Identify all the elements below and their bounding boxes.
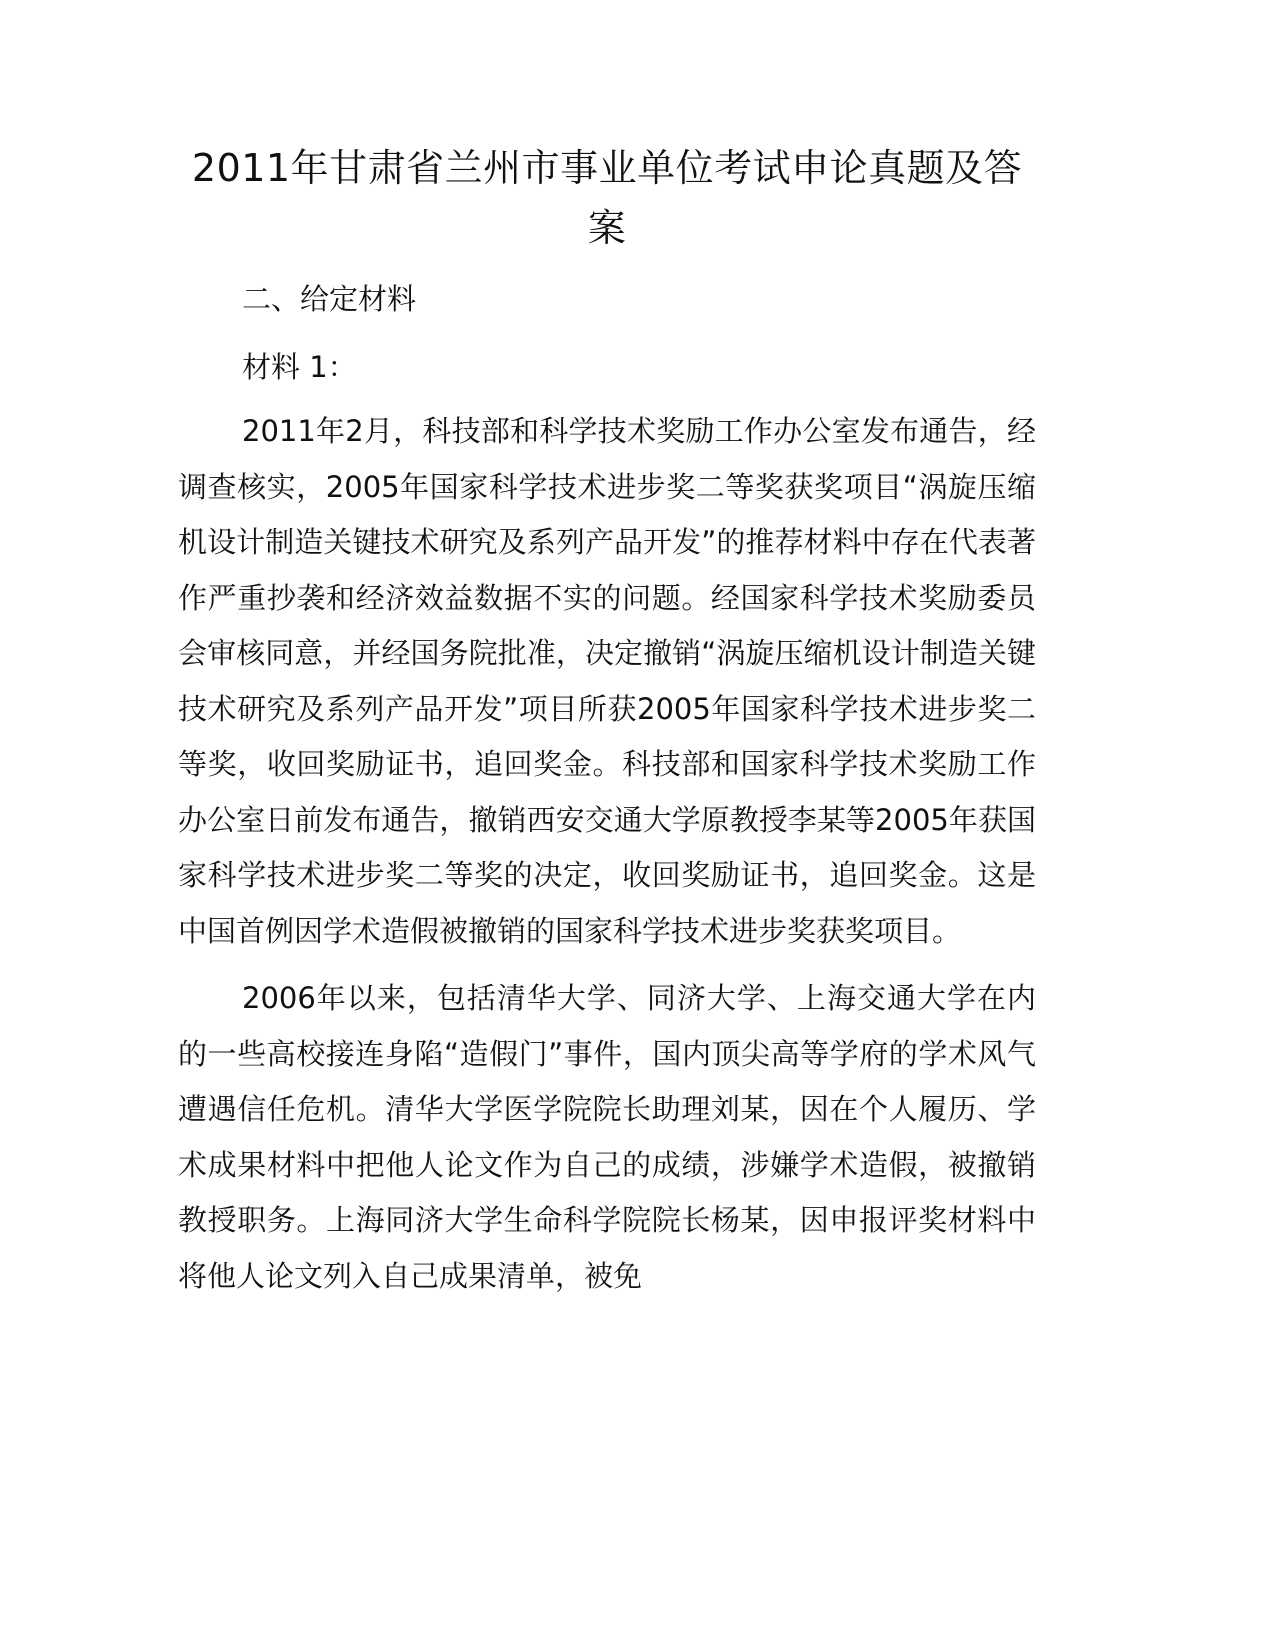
paragraph-2: 2006年以来，包括清华大学、同济大学、上海交通大学在内的一些高校接连身陷“造假门”事件，国内顶尖高等学府的学术风气遭遇信任危机。清华大学医学院院长助理刘某，因在个人履历、学术成果材料中把他人论文作为自己的成绩，涉嫌学术造假，被撤销教授职务。上海同济大学生命科学院院长杨某，因申报评奖材料中将他人论文列入自己成果清单，被免 <box>178 981 1036 1293</box>
document-page <box>178 138 1036 1304</box>
material-label: 材料 1： <box>242 350 357 384</box>
document-title: 2011年甘肃省兰州市事业单位考试申论真题及答案 <box>191 146 1023 250</box>
paragraph-1: 2011年2月，科技部和科学技术奖励工作办公室发布通告，经调查核实，2005年国家科学技术进步奖二等奖获奖项目“涡旋压缩机设计制造关键技术研究及系列产品开发”的推荐材料中存在代表著作严重抄袭和经济效益数据不实的问题。经国家科学技术奖励委员会审核同意，并经国务院批准，决定撤销“涡旋压缩机设计制造关键技术研究及系列产品开发”项目所获2005年国家科学技术进步奖二等奖，收回奖励证书，追回奖金。科技部和国家科学技术奖励工作办公室日前发布通告，撤销西安交通大学原教授李某等2005年获国家科学技术进步奖二等奖的决定，收回奖励证书，追回奖金。这是中国首例因学术造假被撤销的国家科学技术进步奖获奖项目。 <box>178 414 1036 948</box>
section-heading: 二、给定材料 <box>242 282 417 316</box>
